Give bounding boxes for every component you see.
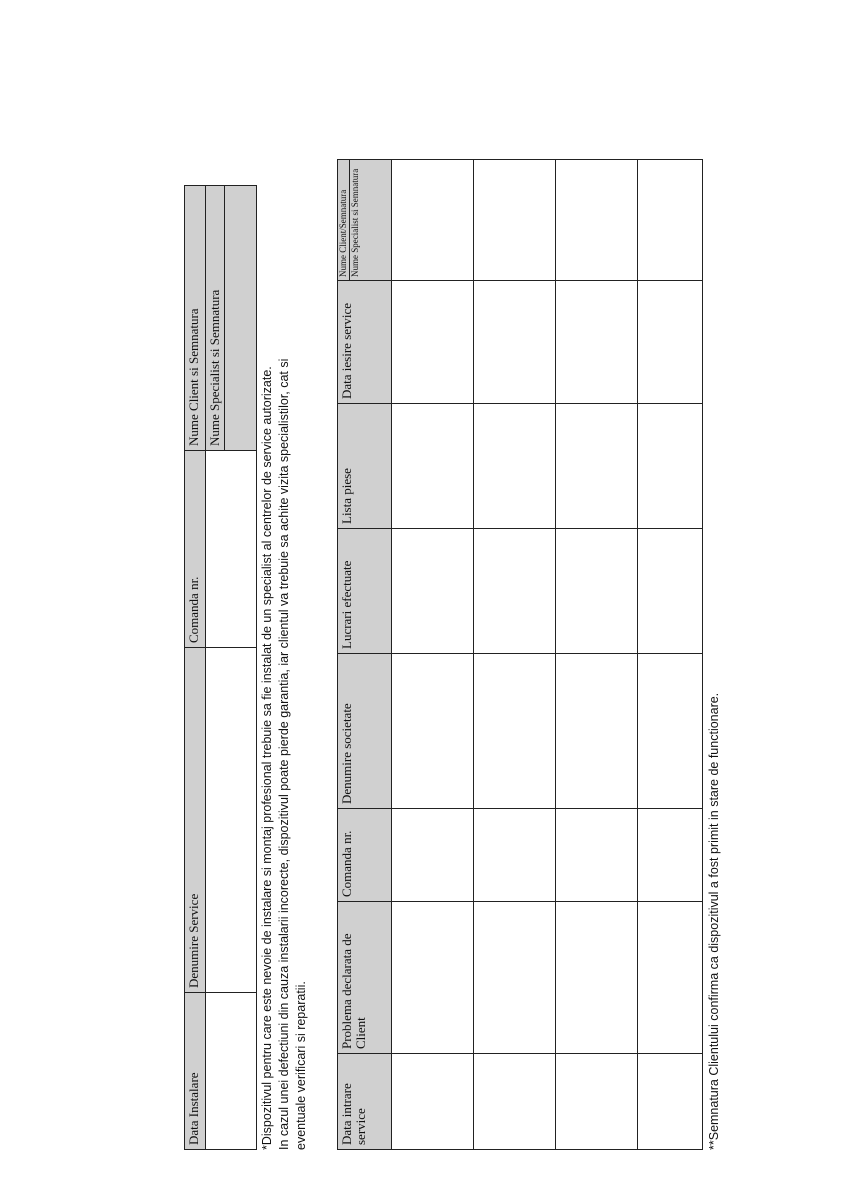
cell[interactable]: [556, 404, 638, 529]
warranty-service-sheet: [184, 155, 729, 1150]
field-comanda-nr[interactable]: [206, 451, 257, 648]
cell[interactable]: [474, 902, 556, 1054]
cell[interactable]: [474, 529, 556, 654]
field-data-instalare[interactable]: [206, 993, 257, 1150]
cell[interactable]: [474, 281, 556, 404]
cell[interactable]: [392, 281, 474, 404]
header-data-instalare: Data Instalare: [185, 993, 206, 1150]
cell[interactable]: [638, 404, 703, 529]
cell[interactable]: [638, 281, 703, 404]
cell[interactable]: [556, 529, 638, 654]
cell[interactable]: [392, 654, 474, 809]
cell[interactable]: [392, 809, 474, 902]
table-row: [556, 160, 638, 1150]
specialist-cell: [206, 186, 257, 451]
service-history-table: [337, 159, 703, 1150]
cell[interactable]: [638, 809, 703, 902]
header-denumire-service: Denumire Service: [185, 648, 206, 993]
client-signature-note: **Semnatura Clientului confirma ca dispozitivul a fost primit in stare de functionare.: [707, 692, 721, 1150]
table-row: [474, 160, 556, 1150]
installation-info-table: [184, 185, 257, 1150]
cell[interactable]: [556, 809, 638, 902]
cell[interactable]: [392, 902, 474, 1054]
table-row: [638, 160, 703, 1150]
cell[interactable]: [638, 160, 703, 281]
header-nume-specialist: Nume Specialist si Semnatura: [206, 186, 225, 450]
installation-notes: [259, 170, 310, 1150]
col-data-iesire: Data iesire service: [338, 281, 392, 404]
col-denumire-societate: Denumire societate: [338, 654, 392, 809]
label-nume-specialist-semnatura: Nume Specialist si Semnatura: [349, 160, 361, 280]
col-comanda: Comanda nr.: [338, 809, 392, 902]
cell[interactable]: [392, 160, 474, 281]
header-nume-client: Nume Client si Semnatura: [185, 186, 206, 451]
cell[interactable]: [638, 529, 703, 654]
cell[interactable]: [638, 902, 703, 1054]
cell[interactable]: [556, 902, 638, 1054]
note-line-3: eventuale verificari si reparatii.: [294, 981, 308, 1150]
cell[interactable]: [474, 1054, 556, 1150]
cell[interactable]: [638, 1054, 703, 1150]
header-comanda-nr: Comanda nr.: [185, 451, 206, 648]
note-line-1: *Dispozitivul pentru care este nevoie de instalare si montaj profesional trebuie sa fie instalat de un specialist al centrelor de service autorizate.: [260, 366, 274, 1150]
cell[interactable]: [392, 404, 474, 529]
cell[interactable]: [474, 404, 556, 529]
field-denumire-service[interactable]: [206, 648, 257, 993]
cell[interactable]: [556, 1054, 638, 1150]
note-line-2: In cazul unei defectiuni din cauza instalarii incorecte, dispozitivul poate pierde garantia, iar clientul va trebuie sa achite vizita specialistilor, cat si: [277, 358, 291, 1150]
cell[interactable]: [638, 654, 703, 809]
col-lucrari: Lucrari efectuate: [338, 529, 392, 654]
cell[interactable]: [474, 160, 556, 281]
cell[interactable]: [556, 654, 638, 809]
cell[interactable]: [474, 654, 556, 809]
col-lista-piese: Lista piese: [338, 404, 392, 529]
col-data-intrare: Data intrare service: [338, 1054, 392, 1150]
cell[interactable]: [556, 281, 638, 404]
cell[interactable]: [474, 809, 556, 902]
cell[interactable]: [392, 1054, 474, 1150]
col-semnaturi: [338, 160, 392, 281]
cell[interactable]: [392, 529, 474, 654]
table-row: [392, 160, 474, 1150]
label-nume-client-semnatura: Nume Client/Semnatura: [338, 189, 348, 277]
col-problema: Problema declarata de Client: [338, 902, 392, 1054]
cell[interactable]: [556, 160, 638, 281]
